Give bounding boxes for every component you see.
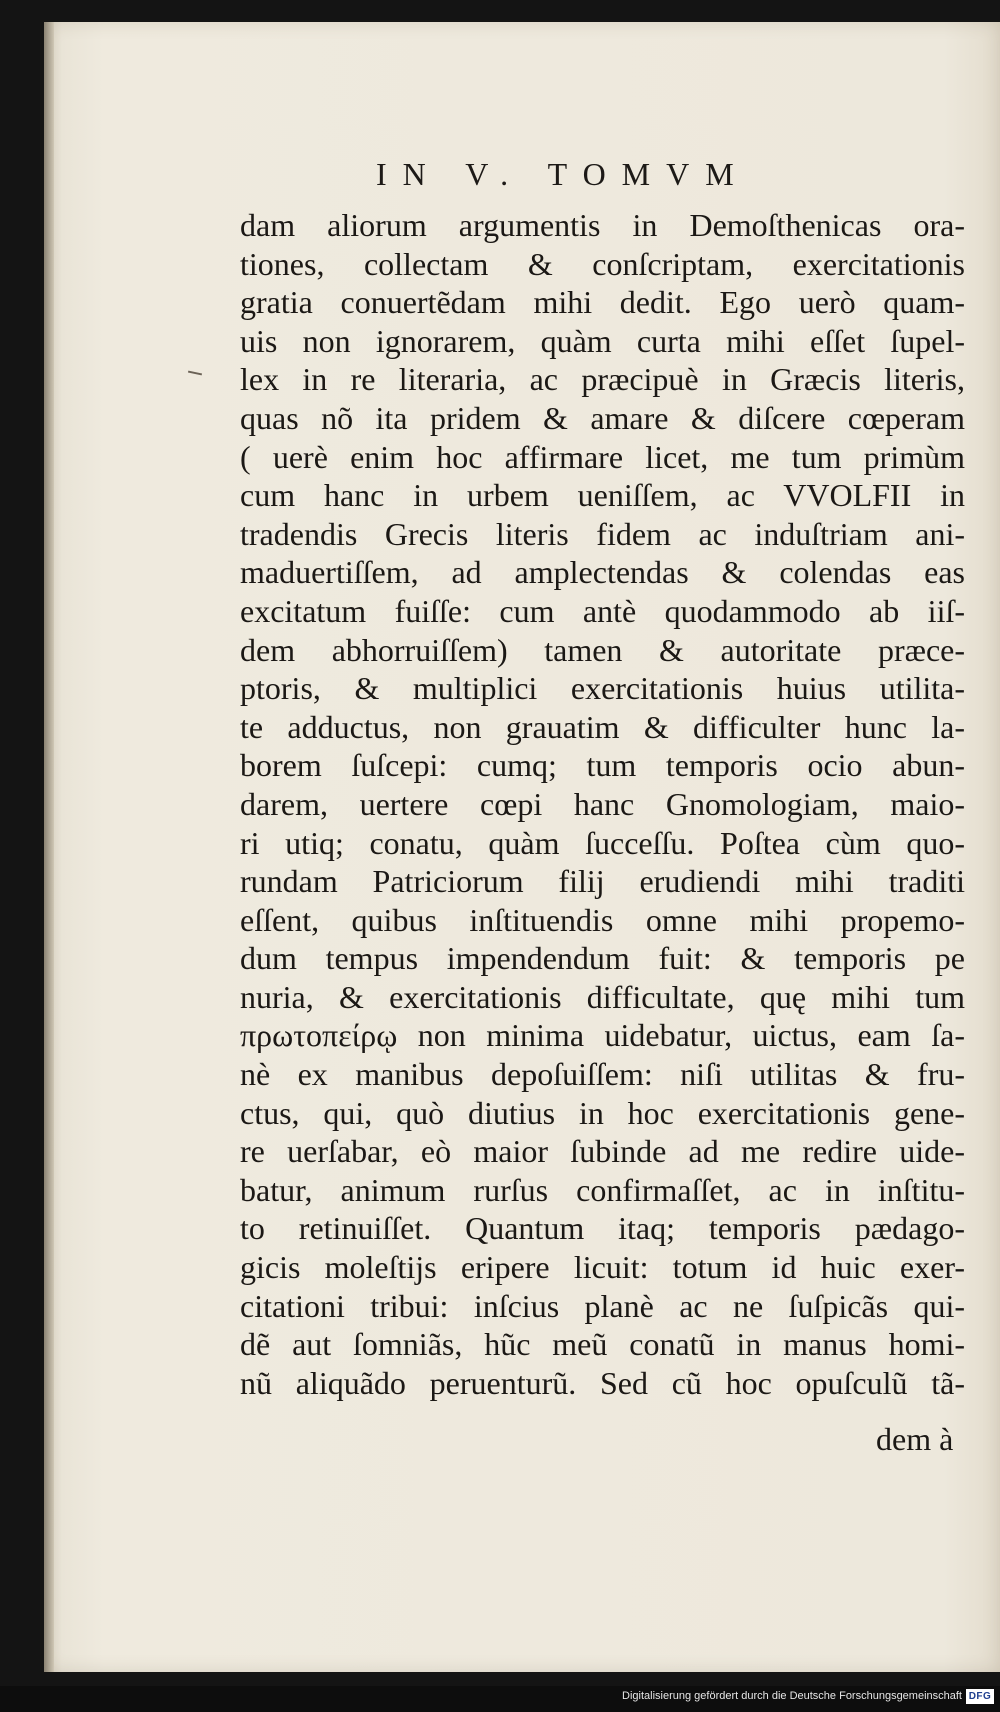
footer-credit: Digitalisierung gefördert durch die Deutsche Forschungsgemeinschaft [622, 1690, 962, 1702]
dfg-logo: DFG [966, 1689, 994, 1704]
text-line: maduertiſſem, ad amplectendas & colendas eas [240, 554, 965, 591]
catchword: dem à [876, 1421, 954, 1457]
text-line: darem, uertere cœpi hanc Gnomologiam, maio- [240, 785, 965, 822]
text-line: ( uerè enim hoc affirmare licet, me tum primùm [240, 438, 965, 475]
page-gutter-shadow [44, 22, 54, 1672]
text-line: ptoris, & multiplici exercitationis huius utilita- [240, 670, 965, 707]
text-line: ctus, qui, quò diutius in hoc exercitationis gene- [240, 1094, 965, 1131]
text-line: dum tempus impendendum fuit: & temporis pe [240, 940, 965, 977]
text-line: borem ſuſcepi: cumq; tum temporis ocio abun- [240, 747, 965, 784]
text-line: citationi tribui: inſcius planè ac ne ſuſpicãs qui- [240, 1287, 965, 1324]
text-line: nè ex manibus depoſuiſſem: niſi utilitas & fru- [240, 1056, 965, 1093]
text-line: dem abhorruiſſem) tamen & autoritate præce- [240, 631, 965, 668]
text-line: nũ aliquãdo peruenturũ. Sed cũ hoc opuſculũ tã- [240, 1364, 965, 1401]
text-line: te adductus, non grauatim & difficulter hunc la- [240, 708, 965, 745]
text-line: πρωτοπείρῳ non minima uidebatur, uictus, eam ſa- [240, 1017, 965, 1054]
text-line: to retinuiſſet. Quantum itaq; temporis pædago- [240, 1210, 965, 1247]
running-head: IN V. TOMVM [376, 156, 750, 192]
text-line: gicis moleſtijs eripere licuit: totum id huic exer- [240, 1249, 965, 1286]
body-text [240, 206, 965, 1402]
text-line: cum hanc in urbem ueniſſem, ac VVOLFII in [240, 477, 965, 514]
text-line: tiones, collectam & conſcriptam, exercitationis [240, 245, 965, 282]
text-line: nuria, & exercitationis difficultate, quę mihi tum [240, 978, 965, 1015]
text-line: excitatum fuiſſe: cum antè quodammodo ab iiſ- [240, 592, 965, 629]
text-line: batur, animum rurſus confirmaſſet, ac in inſtitu- [240, 1171, 965, 1208]
text-line: tradendis Grecis literis fidem ac induſtriam ani- [240, 515, 965, 552]
text-line: re uerſabar, eò maior ſubinde ad me redire uide- [240, 1133, 965, 1170]
text-line: uis non ignorarem, quàm curta mihi eſſet ſupel- [240, 322, 965, 359]
text-line: gratia conuertẽdam mihi dedit. Ego uerò quam- [240, 284, 965, 321]
text-line: eſſent, quibus inſtituendis omne mihi propemo- [240, 901, 965, 938]
text-line: lex in re literaria, ac præcipuè in Græcis literis, [240, 361, 965, 398]
text-line: ri utiq; conatu, quàm ſucceſſu. Poſtea cùm quo- [240, 824, 965, 861]
text-line: dẽ aut ſomniãs, hũc meũ conatũ in manus homi- [240, 1326, 965, 1363]
text-line: rundam Patriciorum filij erudiendi mihi traditi [240, 863, 965, 900]
text-line: dam aliorum argumentis in Demoſthenicas ora- [240, 207, 965, 243]
text-line: quas nõ ita pridem & amare & diſcere cœperam [240, 399, 965, 436]
